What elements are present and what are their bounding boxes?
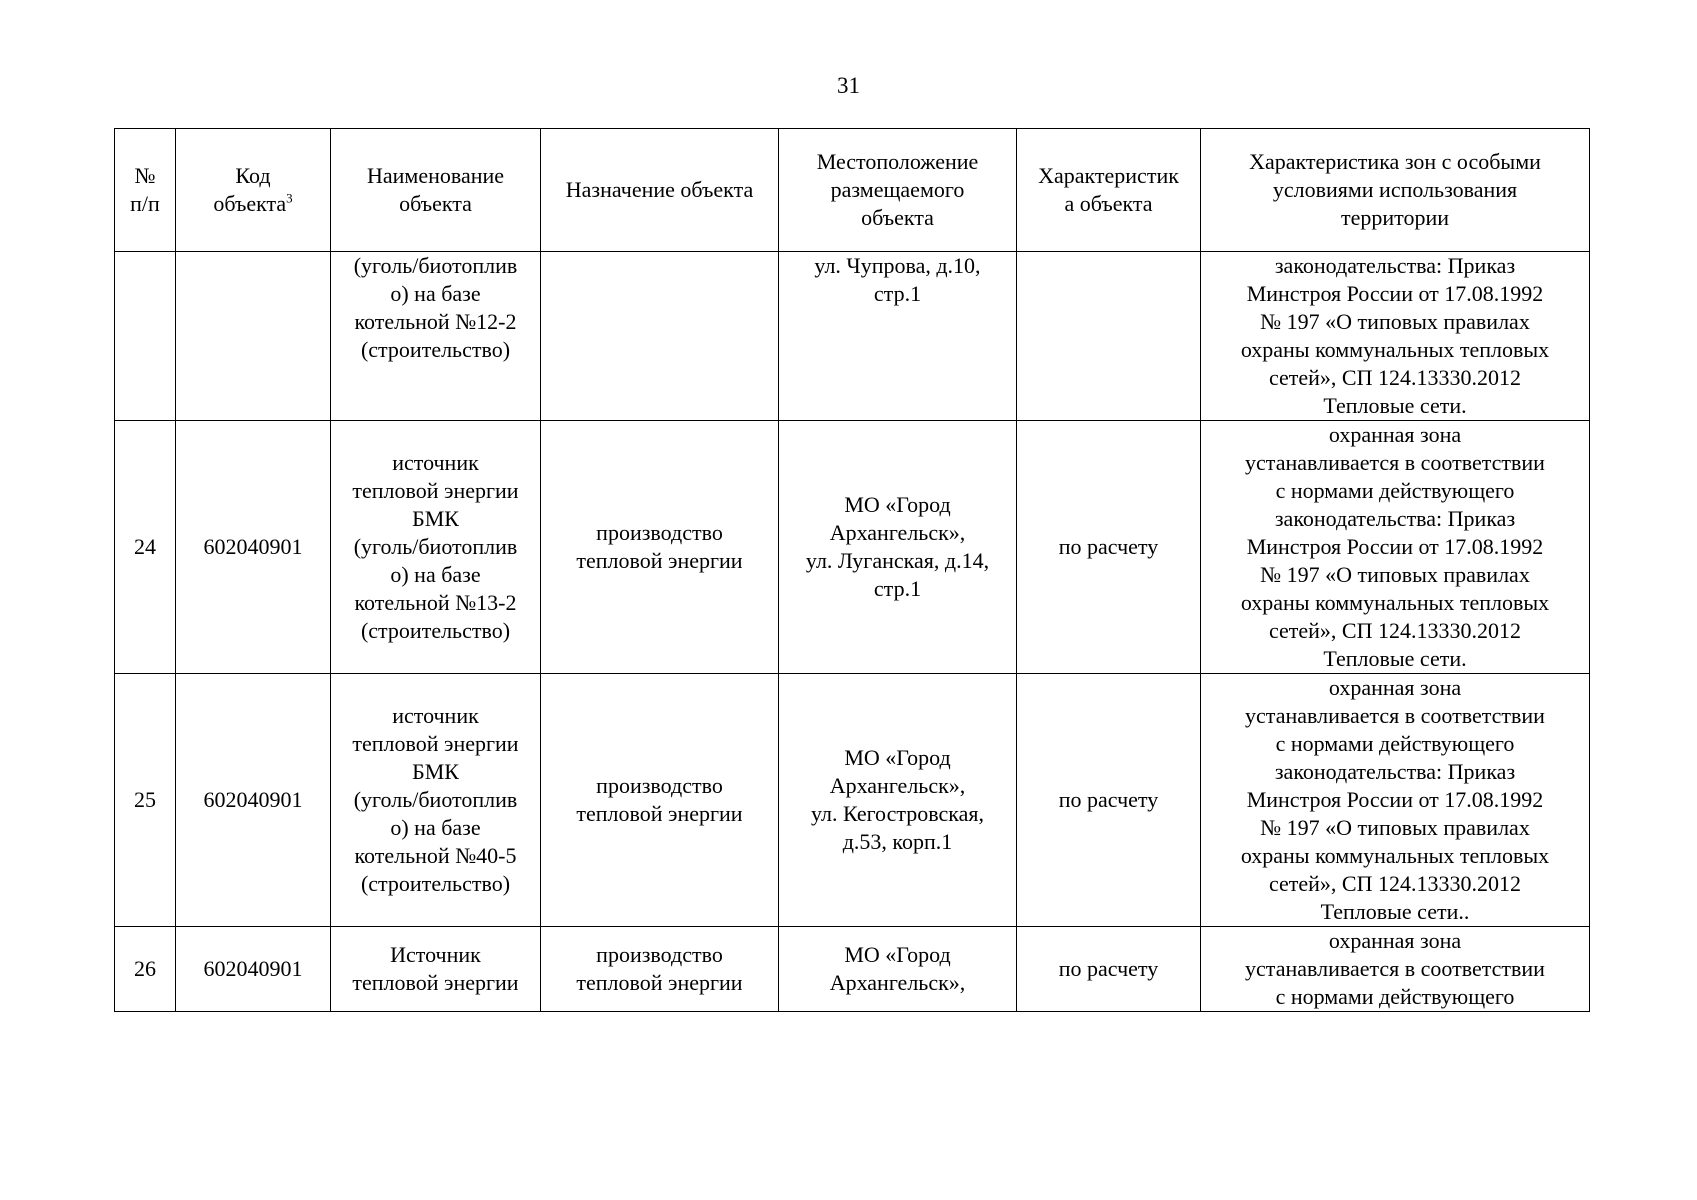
cell-location: МО «Город Архангельск», — [779, 927, 1017, 1012]
cell-name: источник тепловой энергии БМК (уголь/биотоплив о) на базе котельной №13-2 (строительство) — [331, 421, 541, 674]
cell-code: 602040901 — [176, 421, 331, 674]
cell-name: (уголь/биотоплив о) на базе котельной №12-2 (строительство) — [331, 252, 541, 421]
cell-characteristic — [1017, 252, 1201, 421]
cell-code: 602040901 — [176, 927, 331, 1012]
header-location: Местоположение размещаемого объекта — [779, 129, 1017, 252]
cell-location: ул. Чупрова, д.10, стр.1 — [779, 252, 1017, 421]
cell-code: 602040901 — [176, 674, 331, 927]
cell-purpose — [541, 252, 779, 421]
header-purpose: Назначение объекта — [541, 129, 779, 252]
table-row — [115, 674, 1590, 927]
header-num: № п/п — [115, 129, 176, 252]
table-row — [115, 927, 1590, 1012]
objects-table — [114, 128, 1590, 1012]
cell-num: 24 — [115, 421, 176, 674]
page-number: 31 — [837, 73, 860, 98]
header-zones: Характеристика зон с особыми условиями использования территории — [1201, 129, 1590, 252]
cell-zones: законодательства: Приказ Минстроя России от 17.08.1992 № 197 «О типовых правилах охраны коммунальных тепловых сетей», СП 124.13330.2012 Тепловые сети. — [1201, 252, 1590, 421]
cell-location: МО «Город Архангельск», ул. Луганская, д.14, стр.1 — [779, 421, 1017, 674]
table-row — [115, 421, 1590, 674]
cell-characteristic: по расчету — [1017, 927, 1201, 1012]
cell-num — [115, 252, 176, 421]
cell-characteristic: по расчету — [1017, 421, 1201, 674]
cell-purpose: производство тепловой энергии — [541, 421, 779, 674]
cell-zones: охранная зона устанавливается в соответствии с нормами действующего — [1201, 927, 1590, 1012]
cell-name: источник тепловой энергии БМК (уголь/биотоплив о) на базе котельной №40-5 (строительство) — [331, 674, 541, 927]
cell-zones: охранная зона устанавливается в соответствии с нормами действующего законодательства: Приказ Минстроя России от 17.08.1992 № 197 «О типовых правилах охраны коммунальных тепловых сетей», СП 124.13330.2012 Тепловые сети.. — [1201, 674, 1590, 927]
cell-location: МО «Город Архангельск», ул. Кегостровская, д.53, корп.1 — [779, 674, 1017, 927]
cell-characteristic: по расчету — [1017, 674, 1201, 927]
header-characteristic: Характеристик а объекта — [1017, 129, 1201, 252]
cell-num: 25 — [115, 674, 176, 927]
cell-zones: охранная зона устанавливается в соответствии с нормами действующего законодательства: Приказ Минстроя России от 17.08.1992 № 197 «О типовых правилах охраны коммунальных тепловых сетей», СП 124.13330.2012 Тепловые сети. — [1201, 421, 1590, 674]
cell-purpose: производство тепловой энергии — [541, 927, 779, 1012]
cell-name: Источник тепловой энергии — [331, 927, 541, 1012]
cell-purpose: производство тепловой энергии — [541, 674, 779, 927]
header-code-footnote: 3 — [286, 190, 293, 206]
cell-code — [176, 252, 331, 421]
header-name: Наименование объекта — [331, 129, 541, 252]
header-row — [115, 129, 1590, 252]
header-code-label: Код объекта — [213, 163, 287, 216]
cell-num: 26 — [115, 927, 176, 1012]
table-row — [115, 252, 1590, 421]
header-code — [176, 129, 331, 252]
